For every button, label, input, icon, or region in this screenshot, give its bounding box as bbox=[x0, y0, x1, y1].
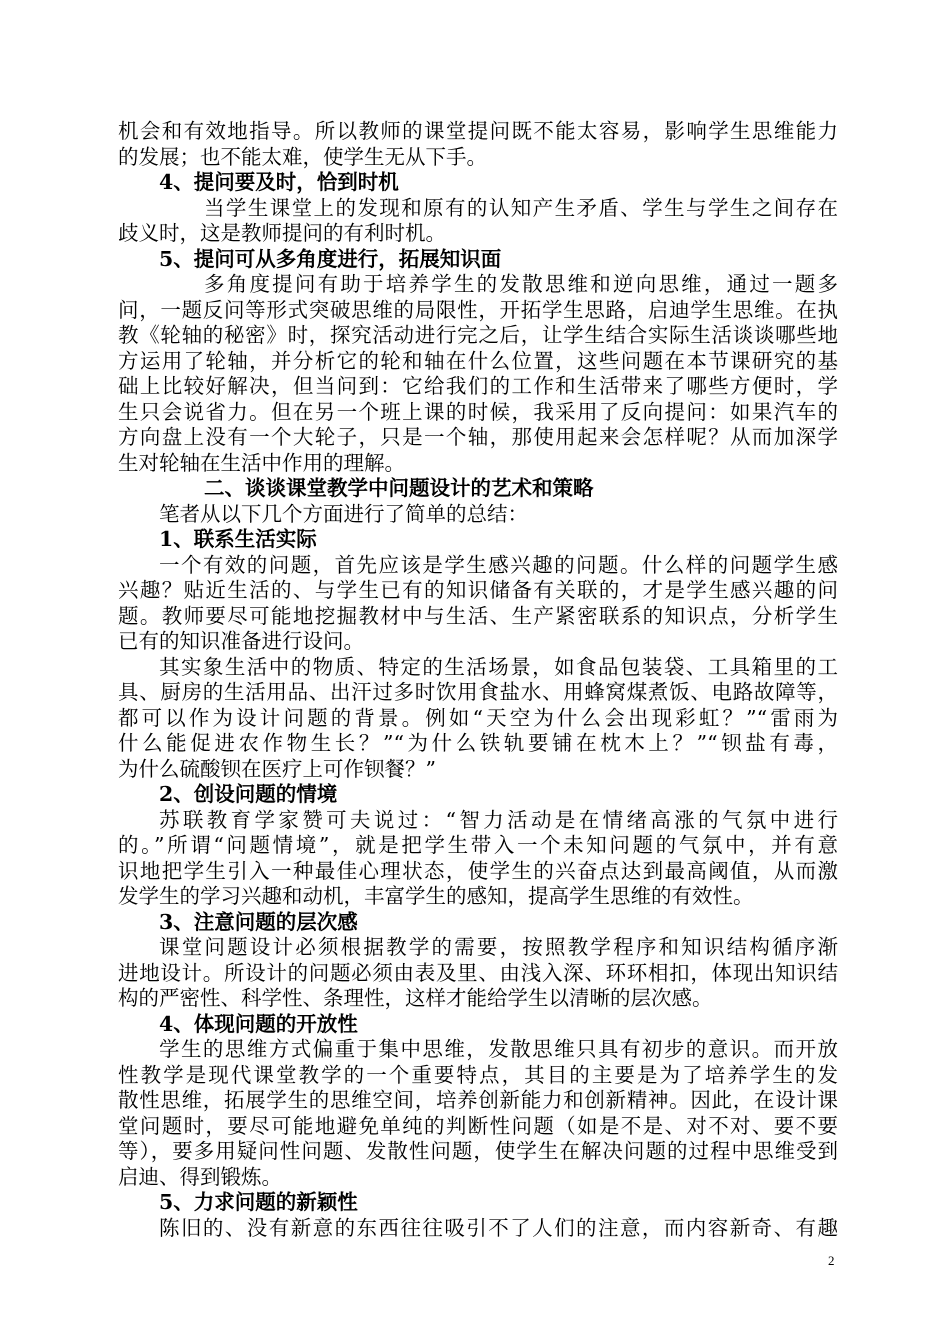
text-line: 课堂问题设计必须根据教学的需要，按照教学程序和知识结构循序渐 bbox=[159, 935, 838, 959]
text-line: 为什么硫酸钡在医疗上可作钡餐？” bbox=[118, 756, 436, 781]
text-line: 启迪、得到锻炼。 bbox=[118, 1164, 282, 1189]
subheading: 2、创设问题的情境 bbox=[159, 782, 338, 806]
subheading: 1、联系生活实际 bbox=[159, 527, 317, 551]
text-line: 生对轮轴在生活中作用的理解。 bbox=[118, 450, 405, 475]
text-line: 堂问题时，要尽可能地避免单纯的判断性问题（如是不是、对不对、要不要 bbox=[118, 1113, 838, 1138]
text-line: 等），要多用疑问性问题、发散性问题，使学生在解决问题的过程中思维受到 bbox=[118, 1139, 838, 1163]
text-line: 具、厨房的生活用品、出汗过多时饮用食盐水、用蜂窝煤煮饭、电路故障等， bbox=[118, 680, 838, 704]
subheading: 5、提问可从多角度进行，拓展知识面 bbox=[159, 246, 502, 271]
text-line: 础上比较好解决，但当问到：它给我们的工作和生活带来了哪些方便时，学 bbox=[118, 374, 838, 398]
text-line: 苏联教育学家赞可夫说过：“智力活动是在情绪高涨的气氛中进行 bbox=[159, 807, 838, 832]
subheading: 4、体现问题的开放性 bbox=[159, 1011, 358, 1036]
page-number: 2 bbox=[828, 1253, 835, 1268]
text-line: 学生的思维方式偏重于集中思维，发散思维只具有初步的意识。而开放 bbox=[159, 1037, 838, 1061]
subheading: 5、力求问题的新颖性 bbox=[159, 1190, 358, 1214]
text-line: 问，一题反问等形式突破思维的局限性，开拓学生思路，启迪学生思维。在执 bbox=[118, 297, 838, 322]
text-line: 方运用了轮轴，并分析它的轮和轴在什么位置，这些问题在本节课研究的基 bbox=[118, 348, 838, 373]
text-line: 进地设计。所设计的问题必须由表及里、由浅入深、环环相扣，体现出知识结 bbox=[118, 960, 838, 985]
text-line: 机会和有效地指导。所以教师的课堂提问既不能太容易，影响学生思维能力 bbox=[118, 119, 838, 143]
text-line: 已有的知识准备进行设问。 bbox=[118, 629, 364, 653]
document-body bbox=[118, 119, 838, 1241]
text-line: 识地把学生引入一种最佳心理状态，使学生的兴奋点达到最高阈值，从而激 bbox=[118, 858, 838, 883]
text-line: 多角度提问有助于培养学生的发散思维和逆向思维，通过一题多 bbox=[204, 272, 838, 296]
text-line: 都可以作为设计问题的背景。例如“天空为什么会出现彩虹？”“雷雨为 bbox=[118, 705, 838, 730]
text-line: 当学生课堂上的发现和原有的认知产生矛盾、学生与学生之间存在 bbox=[204, 195, 838, 220]
text-line: 性教学是现代课堂教学的一个重要特点，其目的主要是为了培养学生的发 bbox=[118, 1062, 838, 1087]
text-line: 什么能促进农作物生长？”“为什么铁轨要铺在枕木上？”“钡盐有毒， bbox=[118, 731, 838, 755]
section-heading: 二、谈谈课堂教学中问题设计的艺术和策略 bbox=[204, 476, 594, 500]
text-line: 生只会说省力。但在另一个班上课的时候，我采用了反向提问：如果汽车的 bbox=[118, 399, 838, 424]
text-line: 构的严密性、科学性、条理性，这样才能给学生以清晰的层次感。 bbox=[118, 986, 713, 1010]
text-line: 发学生的学习兴趣和动机，丰富学生的感知，提高学生思维的有效性。 bbox=[118, 884, 754, 908]
text-line: 笔者从以下几个方面进行了简单的总结： bbox=[159, 501, 528, 526]
text-line: 陈旧的、没有新意的东西往往吸引不了人们的注意，而内容新奇、有趣 bbox=[159, 1215, 838, 1240]
text-line: 散性思维，拓展学生的思维空间，培养创新能力和创新精神。因此，在设计课 bbox=[118, 1088, 838, 1112]
text-line: 其实象生活中的物质、特定的生活场景，如食品包装袋、工具箱里的工 bbox=[159, 654, 838, 679]
subheading: 4、提问要及时，恰到时机 bbox=[159, 170, 399, 194]
subheading: 3、注意问题的层次感 bbox=[159, 909, 358, 934]
text-line: 一个有效的问题，首先应该是学生感兴趣的问题。什么样的问题学生感 bbox=[159, 552, 838, 577]
text-line: 兴趣？贴近生活的、与学生已有的知识储备有关联的，才是学生感兴趣的问 bbox=[118, 578, 838, 602]
text-line: 的发展；也不能太难，使学生无从下手。 bbox=[118, 144, 487, 169]
text-line: 歧义时，这是教师提问的有利时机。 bbox=[118, 221, 446, 245]
text-line: 题。教师要尽可能地挖掘教材中与生活、生产紧密联系的知识点，分析学生 bbox=[118, 603, 838, 628]
text-line: 的。”所谓“问题情境”，就是把学生带入一个未知问题的气氛中，并有意 bbox=[118, 833, 838, 857]
text-line: 方向盘上没有一个大轮子，只是一个轴，那使用起来会怎样呢？从而加深学 bbox=[118, 425, 838, 449]
text-line: 教《轮轴的秘密》时，探究活动进行完之后，让学生结合实际生活谈谈哪些地 bbox=[118, 323, 838, 347]
